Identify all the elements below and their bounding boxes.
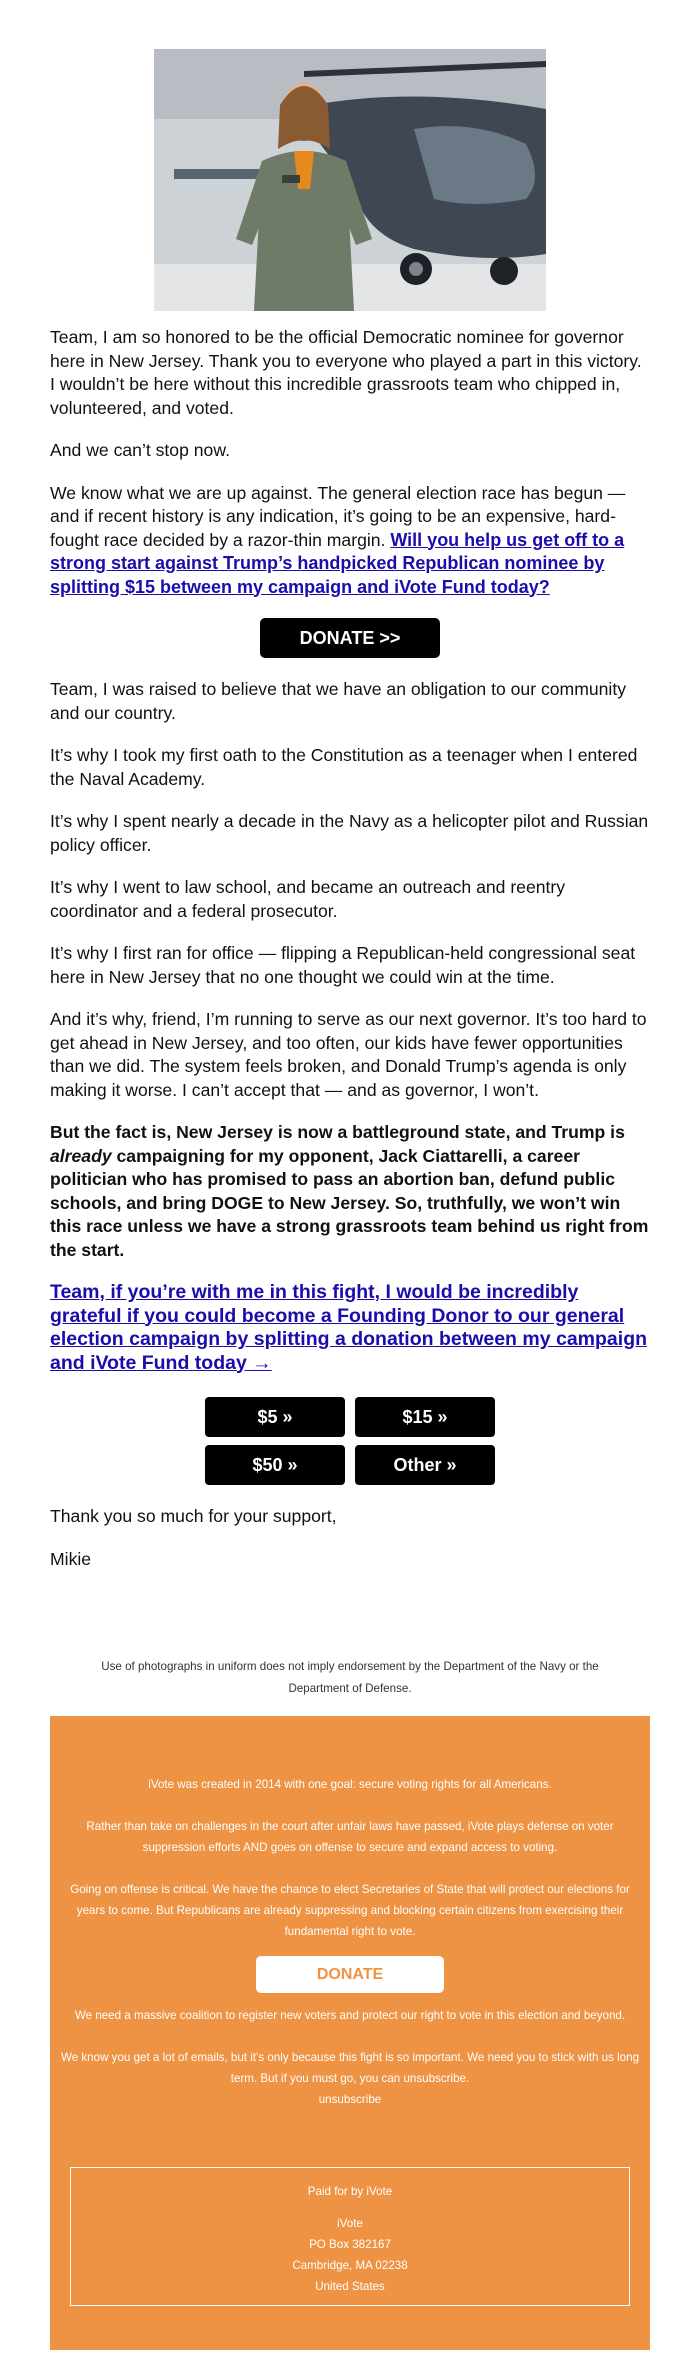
paragraph: It’s why I spent nearly a decade in the Navy as a helicopter pilot and Russian policy officer. (50, 811, 649, 855)
unsubscribe-link[interactable]: unsubscribe (318, 2093, 382, 2106)
address-line: Cambridge, MA 02238 (292, 2259, 408, 2272)
ivote-paragraph: We need a massive coalition to register new voters and protect our right to vote in this election and beyond. (74, 2009, 626, 2022)
donate-50-button[interactable]: $50 » (205, 1445, 345, 1485)
hero-photo (154, 49, 546, 311)
donation-amounts (205, 1397, 495, 1485)
donate-5-button[interactable]: $5 » (205, 1397, 345, 1437)
donate-15-link[interactable]: Will you help us get off to a strong start against Trump’s handpicked Republican nominee by splitting $15 between my campaign and iVote Fund today? (50, 529, 625, 597)
unsubscribe-row (60, 2089, 640, 2110)
paragraph: It’s why I went to law school, and became an outreach and reentry coordinator and a federal prosecutor. (50, 877, 566, 921)
photo-disclaimer: Use of photographs in uniform does not imply endorsement by the Department of the Navy or the Department of Defense. (101, 1660, 599, 1695)
address-line: PO Box 382167 (309, 2238, 391, 2251)
paid-for-box (70, 2167, 630, 2306)
ivote-paragraph: Going on offense is critical. We have the chance to elect Secretaries of State that will protect our elections for years to come. But Republicans are already suppressing and blocking certain citizens from exercising their fundamental right to vote. (70, 1883, 630, 1938)
ivote-donate-button[interactable]: DONATE (256, 1956, 444, 1993)
signature: Mikie (50, 1548, 92, 1569)
paragraph: And we can’t stop now. (50, 440, 230, 460)
paragraph: And it’s why, friend, I’m running to serve as our next governor. It’s too hard to get ahead in New Jersey, and too often, our kids have fewer opportunities than we did. The system feels broken, and Donald Trump’s agenda is only making it worse. I can’t accept that — and as governor, I won’t. (50, 1009, 647, 1100)
paragraph: Team, I was raised to believe that we have an obligation to our community and our country. (50, 679, 627, 723)
org-name: iVote (337, 2217, 363, 2230)
bold-paragraph: But the fact is, New Jersey is now a battleground state, and Trump is already campaigning for my opponent, Jack Ciattarelli, a career politician who has promised to pass an abortion ban, defund public schools, and bring DOGE to New Jersey. So, truthfully, we won’t win this race unless we have a strong grassroots team behind us right from the start. (50, 1122, 649, 1260)
founding-donor-ask (50, 1281, 650, 1375)
paragraph: It’s why I took my first oath to the Constitution as a teenager when I entered the Naval Academy. (50, 745, 638, 789)
ivote-paragraph: Rather than take on challenges in the court after unfair laws have passed, iVote plays defense on voter suppression efforts AND goes on offense to secure and expand access to voting. (86, 1820, 614, 1854)
ivote-paragraph: We know you get a lot of emails, but it’s only because this fight is so important. We need you to stick with us long term. But if you must go, you can unsubscribe. (60, 2051, 640, 2085)
ivote-paragraph: iVote was created in 2014 with one goal: secure voting rights for all Americans. (148, 1778, 552, 1791)
paragraph: We know what we are up against. The general election race has begun — and if recent history is any indication, it’s going to be an expensive, hard-fought race decided by a razor-thin margin. Will you help us get off to a strong start against Trump’s handpicked Republican nominee by splitting $15 between my campaign and iVote Fund today? (50, 482, 626, 597)
paragraph: Team, I am so honored to be the official Democratic nominee for governor here in New Jersey. Thank you to everyone who played a part in this victory. I wouldn’t be here without this incredible grassroots team who chipped in, volunteered, and voted. (50, 327, 642, 418)
paragraph: It’s why I first ran for office — flipping a Republican-held congressional seat here in New Jersey that no one thought we could win at the time. (50, 943, 636, 987)
founding-donor-link[interactable]: Team, if you’re with me in this fight, I would be incredibly grateful if you could become a Founding Donor to our general election campaign by splitting a donation between my campaign and iVote Fund today → (50, 1281, 648, 1374)
ivote-footer (50, 1716, 650, 2350)
candidate-helicopter-illustration (154, 49, 546, 311)
closing: Thank you so much for your support, (50, 1506, 337, 1526)
paid-for-line: Paid for by iVote (307, 2185, 393, 2198)
donate-button[interactable]: DONATE >> (260, 618, 440, 658)
donate-other-button[interactable]: Other » (355, 1445, 495, 1485)
donate-15-button[interactable]: $15 » (355, 1397, 495, 1437)
country-line: United States (315, 2280, 385, 2293)
letter-body (50, 326, 650, 1590)
